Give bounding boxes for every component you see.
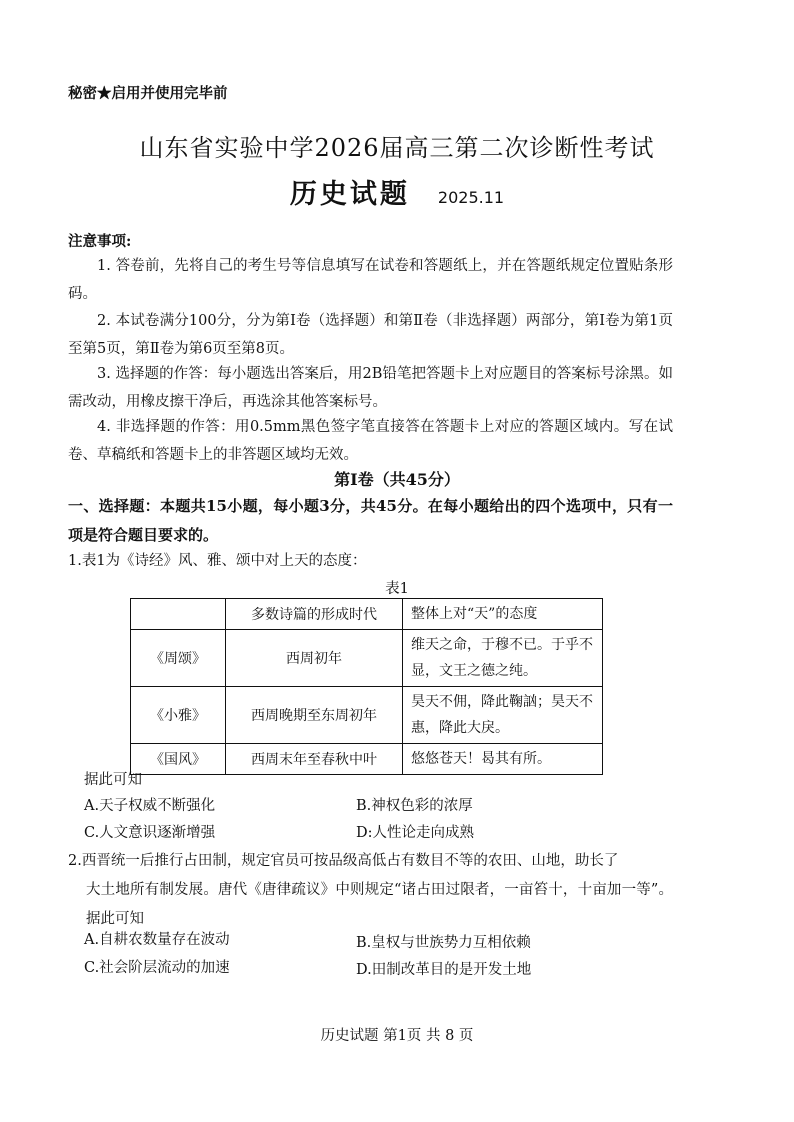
exam-date: 2025.11 (437, 188, 505, 207)
notice-item: 4. 非选择题的作答：用0.5mm黑色签字笔直接答在答题卡上对应的答题区域内。写在试卷、草稿纸和答题卡上的非答题区域均无效。 (68, 419, 673, 463)
question-2-continuation: 大土地所有制发展。唐代《唐律疏议》中则规定“诸占田过限者，一亩笞十，十亩加一等”。据此可知 (86, 882, 673, 927)
table-caption: 表1 (385, 581, 409, 597)
subtitle-row (0, 172, 794, 211)
table-cell: 维天之命，于穆不已。于乎不显，文王之德之纯。 (403, 630, 603, 687)
table-header-cell: 整体上对“天”的态度 (403, 599, 603, 630)
q1-option-c: C.人文意识逐渐增强 (84, 825, 216, 841)
table-row (131, 687, 603, 744)
q2-option-b: B.皇权与世族势力互相依赖 (356, 935, 531, 951)
table-cell: 《小雅》 (131, 687, 226, 744)
question-2-line1: 2.西晋统一后推行占田制，规定官员可按品级高低占有数目不等的农田、山地，助长了 (68, 853, 619, 869)
table-cell: 《国风》 (131, 744, 226, 775)
table-cell: 悠悠苍天！曷其有所。 (403, 744, 603, 775)
q1-option-a: A.天子权威不断强化 (84, 798, 216, 814)
notice-item: 3. 选择题的作答：每小题选出答案后，用2B铅笔把答题卡上对应题目的答案标号涂黑。如需改动，用橡皮擦干净后，再选涂其他答案标号。 (68, 366, 673, 410)
notice-heading: 注意事项: (68, 233, 132, 250)
page-footer: 历史试题 第1页 共 8 页 (320, 1028, 474, 1044)
table-cell: 西周晚期至东周初年 (226, 687, 403, 744)
question-1-conclusion: 据此可知 (84, 772, 142, 788)
table-row (131, 630, 603, 687)
table-cell: 西周末年至春秋中叶 (226, 744, 403, 775)
q2-option-a: A.自耕农数量存在波动 (84, 932, 230, 948)
table-header-row (131, 599, 603, 630)
part-title: 第Ⅰ卷（共45分） (334, 470, 460, 489)
notice-item: 2. 本试卷满分100分，分为第Ⅰ卷（选择题）和第Ⅱ卷（非选择题）两部分，第Ⅰ卷为第1页至第5页，第Ⅱ卷为第6页至第8页。 (68, 313, 673, 357)
confidential-label: 秘密★启用并使用完毕前 (68, 85, 228, 102)
subject-title: 历史试题 (289, 179, 410, 210)
table-cell: 昊天不佣，降此鞠訩；昊天不惠，降此大戾。 (403, 687, 603, 744)
q2-option-c: C.社会阶层流动的加速 (84, 960, 230, 976)
notice-item: 1. 答卷前，先将自己的考生号等信息填写在试卷和答题纸上，并在答题纸规定位置贴条形码。 (68, 258, 673, 302)
poetry-table (130, 598, 603, 775)
table-header-cell: 多数诗篇的形成时代 (226, 599, 403, 630)
table-row (131, 744, 603, 775)
table-header-cell (131, 599, 226, 630)
table-cell: 《周颂》 (131, 630, 226, 687)
exam-title: 山东省实验中学2026届高三第二次诊断性考试 (139, 134, 655, 162)
table-cell: 西周初年 (226, 630, 403, 687)
question-1-stem: 1.表1为《诗经》风、雅、颂中对上天的态度： (68, 553, 367, 569)
q2-option-d: D.田制改革目的是开发土地 (356, 962, 532, 978)
question-2-stem (68, 847, 673, 934)
section-instructions: 一、选择题：本题共15小题，每小题3分，共45分。在每小题给出的四个选项中，只有一项是符合题目要求的。 (68, 497, 673, 544)
q1-option-b: B.神权色彩的浓厚 (356, 798, 473, 814)
q1-option-d: D:人性论走向成熟 (356, 825, 475, 841)
